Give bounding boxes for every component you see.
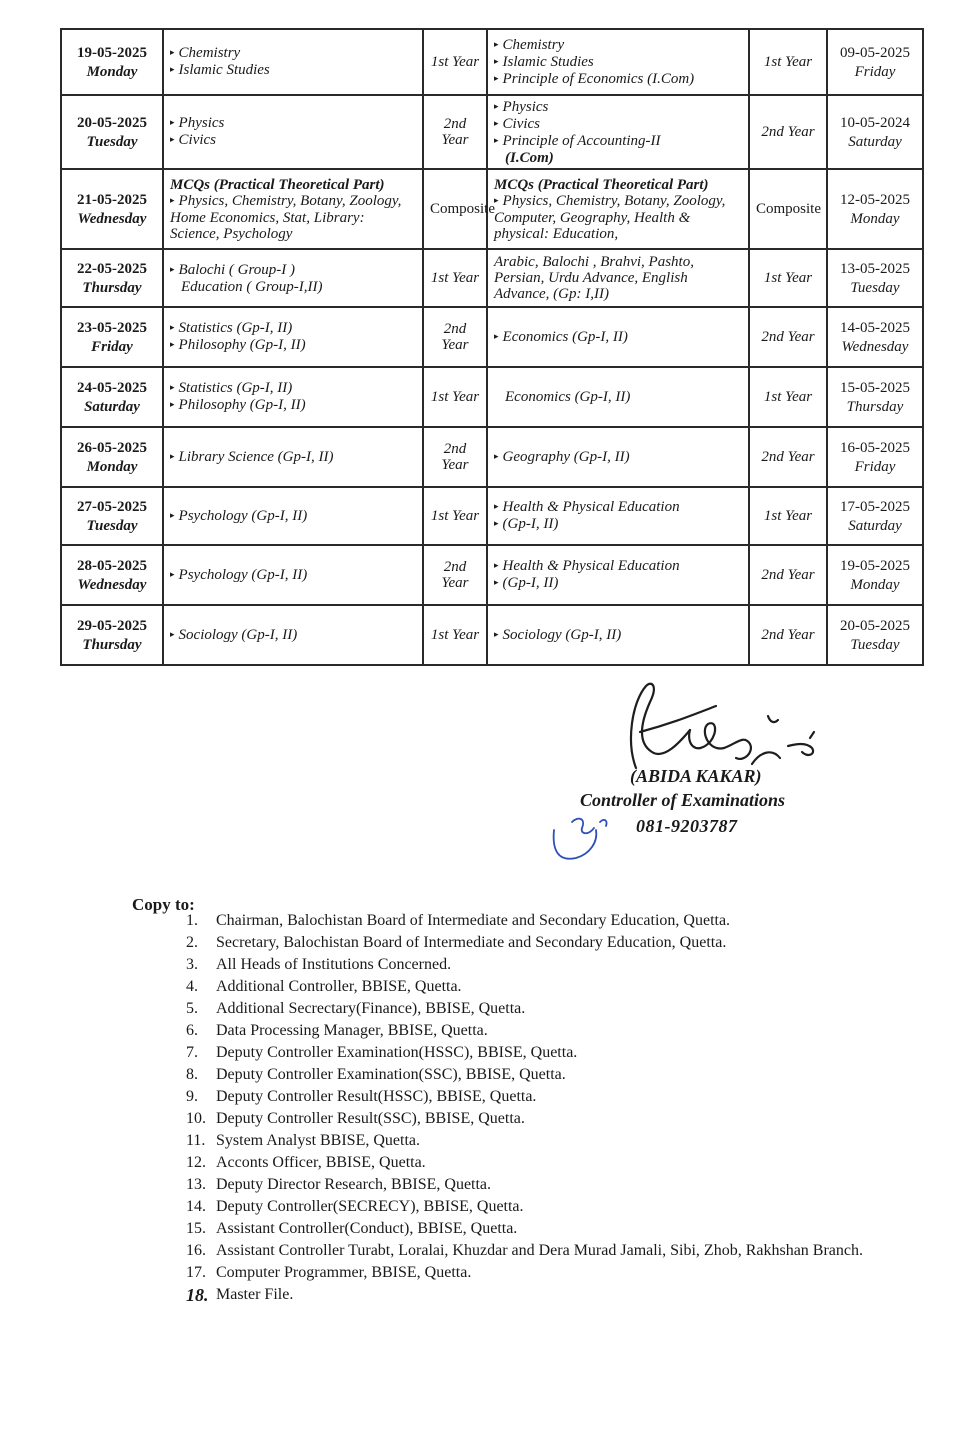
copy-to-item (186, 1020, 926, 1042)
copy-to-item (186, 910, 926, 932)
other-subjects-cell (487, 545, 749, 605)
other-subject-line: ▸ Principle of Accounting-II (494, 133, 742, 150)
copy-to-number: 3. (186, 956, 198, 973)
exam-date: 26-05-2025 (77, 439, 147, 456)
copy-to-number: 1. (186, 912, 198, 929)
subject-line: ▸ Balochi ( Group-I ) (170, 262, 416, 279)
other-exam-date-cell (827, 29, 923, 95)
schedule-row (61, 169, 923, 249)
exam-date-cell (61, 367, 163, 427)
other-exam-day: Monday (850, 210, 900, 227)
other-exam-date: 14-05-2025 (840, 319, 910, 336)
year-label: 2nd Year (423, 95, 487, 169)
exam-date-cell (61, 545, 163, 605)
other-exam-day: Wednesday (841, 338, 909, 355)
exam-day: Saturday (84, 398, 140, 415)
subject-line: ▸ Library Science (Gp-I, II) (170, 449, 416, 466)
other-subject-line: Arabic, Balochi , Brahvi, Pashto, Persian, Urdu Advance, English Advance, (Gp: I,II) (494, 254, 694, 302)
other-subject-line: ▸ Geography (Gp-I, II) (494, 449, 742, 466)
other-subject-line: ▸ Chemistry (494, 37, 742, 54)
subject-line: ▸ Islamic Studies (170, 62, 416, 79)
year-label: Composite (423, 169, 487, 249)
year-label: 2nd Year (423, 427, 487, 487)
signatory-phone: 081-9203787 (636, 816, 738, 836)
copy-to-text: Deputy Controller Examination(HSSC), BBISE, Quetta. (216, 1044, 578, 1061)
other-year-label: 1st Year (749, 249, 827, 307)
copy-to-item (186, 1108, 926, 1130)
subject-line: ▸ Psychology (Gp-I, II) (170, 508, 416, 525)
other-exam-date-cell (827, 605, 923, 665)
schedule-row (61, 487, 923, 545)
exam-day: Thursday (82, 279, 142, 296)
subject-line: ▸ Physics (170, 115, 416, 132)
exam-date: 19-05-2025 (77, 44, 147, 61)
schedule-row (61, 95, 923, 169)
other-exam-day: Saturday (848, 133, 902, 150)
copy-to-heading: Copy to: (132, 895, 195, 914)
other-exam-date-cell (827, 249, 923, 307)
other-subject-line: ▸ Health & Physical Education (494, 499, 742, 516)
copy-to-item (186, 1086, 926, 1108)
subjects-cell (163, 95, 423, 169)
other-subjects-cell (487, 427, 749, 487)
exam-day: Thursday (82, 636, 142, 653)
copy-to-item (186, 976, 926, 998)
other-year-label: 2nd Year (749, 427, 827, 487)
copy-to-text: Deputy Director Research, BBISE, Quetta. (216, 1176, 492, 1193)
copy-to-item (186, 1262, 926, 1284)
subjects-cell (163, 545, 423, 605)
other-exam-date: 13-05-2025 (840, 260, 910, 277)
copy-to-item (186, 1042, 926, 1064)
schedule-row (61, 249, 923, 307)
copy-to-number: 7. (186, 1044, 198, 1061)
exam-date-cell (61, 169, 163, 249)
other-subject-line: (I.Com) (505, 149, 554, 166)
other-exam-date: 12-05-2025 (840, 191, 910, 208)
other-subjects-cell (487, 605, 749, 665)
schedule-row (61, 367, 923, 427)
other-year-label: 2nd Year (749, 605, 827, 665)
year-label: 2nd Year (423, 545, 487, 605)
subject-line: ▸ Psychology (Gp-I, II) (170, 567, 416, 584)
other-subject-line: ▸ Sociology (Gp-I, II) (494, 627, 742, 644)
copy-to-number: 15. (186, 1220, 206, 1237)
subject-line: ▸ Sociology (Gp-I, II) (170, 627, 416, 644)
copy-to-text: Deputy Controller Result(HSSC), BBISE, Quetta. (216, 1088, 537, 1105)
other-exam-date-cell (827, 169, 923, 249)
other-subjects-cell (487, 367, 749, 427)
schedule-row (61, 545, 923, 605)
exam-day: Tuesday (86, 517, 138, 534)
exam-date: 23-05-2025 (77, 319, 147, 336)
exam-day: Monday (86, 458, 138, 475)
other-exam-day: Tuesday (850, 636, 900, 653)
copy-to-item (186, 998, 926, 1020)
exam-schedule-table (60, 28, 924, 666)
copy-to-text: Deputy Controller Examination(SSC), BBISE, Quetta. (216, 1066, 566, 1083)
copy-to-item (186, 1284, 926, 1306)
exam-day: Wednesday (77, 210, 147, 227)
other-year-label: Composite (749, 169, 827, 249)
subjects-cell (163, 249, 423, 307)
copy-to-number: 11. (186, 1132, 206, 1149)
year-label: 1st Year (423, 249, 487, 307)
exam-schedule-body (61, 29, 923, 665)
signatory-title: Controller of Examinations (580, 790, 786, 810)
other-exam-date-cell (827, 307, 923, 367)
subject-line: ▸ Physics, Chemistry, Botany, Zoology, Home Economics, Stat, Library: Science, Psychology (170, 193, 416, 242)
other-exam-date-cell (827, 487, 923, 545)
copy-to-number: 17. (186, 1264, 206, 1281)
copy-to-number: 10. (186, 1110, 206, 1127)
other-exam-day: Thursday (846, 398, 904, 415)
copy-to-text: Additional Controller, BBISE, Quetta. (216, 978, 462, 995)
other-subjects-cell (487, 249, 749, 307)
other-exam-day: Tuesday (850, 279, 900, 296)
year-label: 1st Year (423, 29, 487, 95)
copy-to-number: 4. (186, 978, 198, 995)
subject-line: MCQs (Practical Theoretical Part) (170, 176, 385, 193)
subject-line: ▸ Statistics (Gp-I, II) (170, 320, 416, 337)
year-label: 2nd Year (423, 307, 487, 367)
schedule-row (61, 427, 923, 487)
other-exam-day: Monday (850, 576, 900, 593)
year-label: 1st Year (423, 367, 487, 427)
copy-to-text: Chairman, Balochistan Board of Intermediate and Secondary Education, Quetta. (216, 912, 731, 929)
other-exam-date: 09-05-2025 (840, 44, 910, 61)
exam-date-cell (61, 95, 163, 169)
other-subjects-cell (487, 487, 749, 545)
other-subjects-cell (487, 29, 749, 95)
other-year-label: 2nd Year (749, 307, 827, 367)
other-exam-date: 10-05-2024 (840, 114, 910, 131)
copy-to-text: Additional Secrectary(Finance), BBISE, Quetta. (216, 1000, 526, 1017)
other-exam-date-cell (827, 95, 923, 169)
other-subject-line: ▸ Physics, Chemistry, Botany, Zoology, Computer, Geography, Health & physical: Education, (494, 193, 742, 242)
subject-line: Education ( Group-I,II) (181, 278, 323, 295)
exam-date-cell (61, 29, 163, 95)
copy-to-item (186, 1130, 926, 1152)
subjects-cell (163, 367, 423, 427)
exam-date: 20-05-2025 (77, 114, 147, 131)
subjects-cell (163, 169, 423, 249)
exam-date: 27-05-2025 (77, 498, 147, 515)
subjects-cell (163, 427, 423, 487)
subjects-cell (163, 29, 423, 95)
copy-to-number: 14. (186, 1198, 206, 1215)
exam-date: 22-05-2025 (77, 260, 147, 277)
copy-to-text: Assistant Controller Turabt, Loralai, Khuzdar and Dera Murad Jamali, Sibi, Zhob, Rakhshan Branch. (216, 1242, 863, 1259)
copy-to-item (186, 1152, 926, 1174)
copy-to-text: Secretary, Balochistan Board of Intermediate and Secondary Education, Quetta. (216, 934, 727, 951)
other-subject-line: ▸ Principle of Economics (I.Com) (494, 71, 742, 88)
copy-to-number: 9. (186, 1088, 198, 1105)
copy-to-item (186, 1218, 926, 1240)
other-subject-line: ▸ Islamic Studies (494, 54, 742, 71)
copy-to-text: Deputy Controller Result(SSC), BBISE, Quetta. (216, 1110, 525, 1127)
copy-to-item (186, 1240, 926, 1262)
copy-to-item (186, 1064, 926, 1086)
exam-date: 29-05-2025 (77, 617, 147, 634)
other-subject-line: ▸ Health & Physical Education (494, 558, 742, 575)
subjects-cell (163, 307, 423, 367)
other-subject-line: Economics (Gp-I, II) (505, 389, 631, 405)
exam-date-cell (61, 307, 163, 367)
copy-to-number: 12. (186, 1154, 206, 1171)
other-subject-line: ▸ (Gp-I, II) (494, 516, 742, 533)
exam-day: Friday (91, 338, 133, 355)
exam-date-cell (61, 249, 163, 307)
other-subject-line: ▸ Economics (Gp-I, II) (494, 329, 742, 346)
other-exam-day: Saturday (848, 517, 902, 534)
other-exam-date-cell (827, 367, 923, 427)
exam-date: 28-05-2025 (77, 557, 147, 574)
exam-date-cell (61, 605, 163, 665)
copy-to-text: System Analyst BBISE, Quetta. (216, 1132, 420, 1149)
subjects-cell (163, 487, 423, 545)
other-exam-date: 15-05-2025 (840, 379, 910, 396)
other-subject-line: ▸ Civics (494, 116, 742, 133)
exam-date: 21-05-2025 (77, 191, 147, 208)
other-exam-date: 16-05-2025 (840, 439, 910, 456)
copy-to-item (186, 1174, 926, 1196)
other-subject-line: ▸ (Gp-I, II) (494, 575, 742, 592)
copy-to-number: 13. (186, 1176, 206, 1193)
other-exam-day: Friday (854, 63, 896, 80)
copy-to-list (186, 910, 926, 1306)
other-exam-date: 20-05-2025 (840, 617, 910, 634)
other-exam-day: Friday (854, 458, 896, 475)
copy-to-number: 6. (186, 1022, 198, 1039)
exam-date-cell (61, 427, 163, 487)
other-subjects-cell (487, 307, 749, 367)
subject-line: ▸ Chemistry (170, 45, 416, 62)
schedule-row (61, 307, 923, 367)
other-subject-line: MCQs (Practical Theoretical Part) (494, 176, 709, 193)
subjects-cell (163, 605, 423, 665)
exam-day: Monday (86, 63, 138, 80)
copy-to-number: 5. (186, 1000, 198, 1017)
exam-day: Wednesday (77, 576, 147, 593)
other-exam-date: 17-05-2025 (840, 498, 910, 515)
exam-day: Tuesday (86, 133, 138, 150)
other-exam-date-cell (827, 427, 923, 487)
copy-to-number: 8. (186, 1066, 198, 1083)
year-label: 1st Year (423, 605, 487, 665)
subject-line: ▸ Statistics (Gp-I, II) (170, 380, 416, 397)
subject-line: ▸ Philosophy (Gp-I, II) (170, 337, 416, 354)
schedule-row (61, 605, 923, 665)
copy-to-number: 18. (186, 1285, 209, 1305)
exam-date-cell (61, 487, 163, 545)
other-subjects-cell (487, 169, 749, 249)
other-exam-date-cell (827, 545, 923, 605)
subject-line: ▸ Civics (170, 132, 416, 149)
other-exam-date: 19-05-2025 (840, 557, 910, 574)
copy-to-item (186, 954, 926, 976)
signature-block (540, 672, 880, 872)
copy-to-text: Deputy Controller(SECRECY), BBISE, Quetta. (216, 1198, 524, 1215)
copy-to-text: Master File. (216, 1286, 294, 1303)
other-year-label: 1st Year (749, 367, 827, 427)
copy-to-number: 2. (186, 934, 198, 951)
subject-line: ▸ Philosophy (Gp-I, II) (170, 397, 416, 414)
exam-date: 24-05-2025 (77, 379, 147, 396)
other-year-label: 1st Year (749, 487, 827, 545)
other-subject-line: ▸ Physics (494, 99, 742, 116)
copy-to-item (186, 932, 926, 954)
copy-to-text: Computer Programmer, BBISE, Quetta. (216, 1264, 472, 1281)
other-year-label: 1st Year (749, 29, 827, 95)
signatory-name: (ABIDA KAKAR) (630, 766, 762, 786)
other-year-label: 2nd Year (749, 95, 827, 169)
copy-to-text: All Heads of Institutions Concerned. (216, 956, 452, 973)
copy-to-text: Assistant Controller(Conduct), BBISE, Quetta. (216, 1220, 518, 1237)
other-year-label: 2nd Year (749, 545, 827, 605)
copy-to-text: Data Processing Manager, BBISE, Quetta. (216, 1022, 488, 1039)
schedule-row (61, 29, 923, 95)
year-label: 1st Year (423, 487, 487, 545)
other-subjects-cell (487, 95, 749, 169)
copy-to-number: 16. (186, 1242, 206, 1259)
copy-to-item (186, 1196, 926, 1218)
copy-to-text: Acconts Officer, BBISE, Quetta. (216, 1154, 426, 1171)
